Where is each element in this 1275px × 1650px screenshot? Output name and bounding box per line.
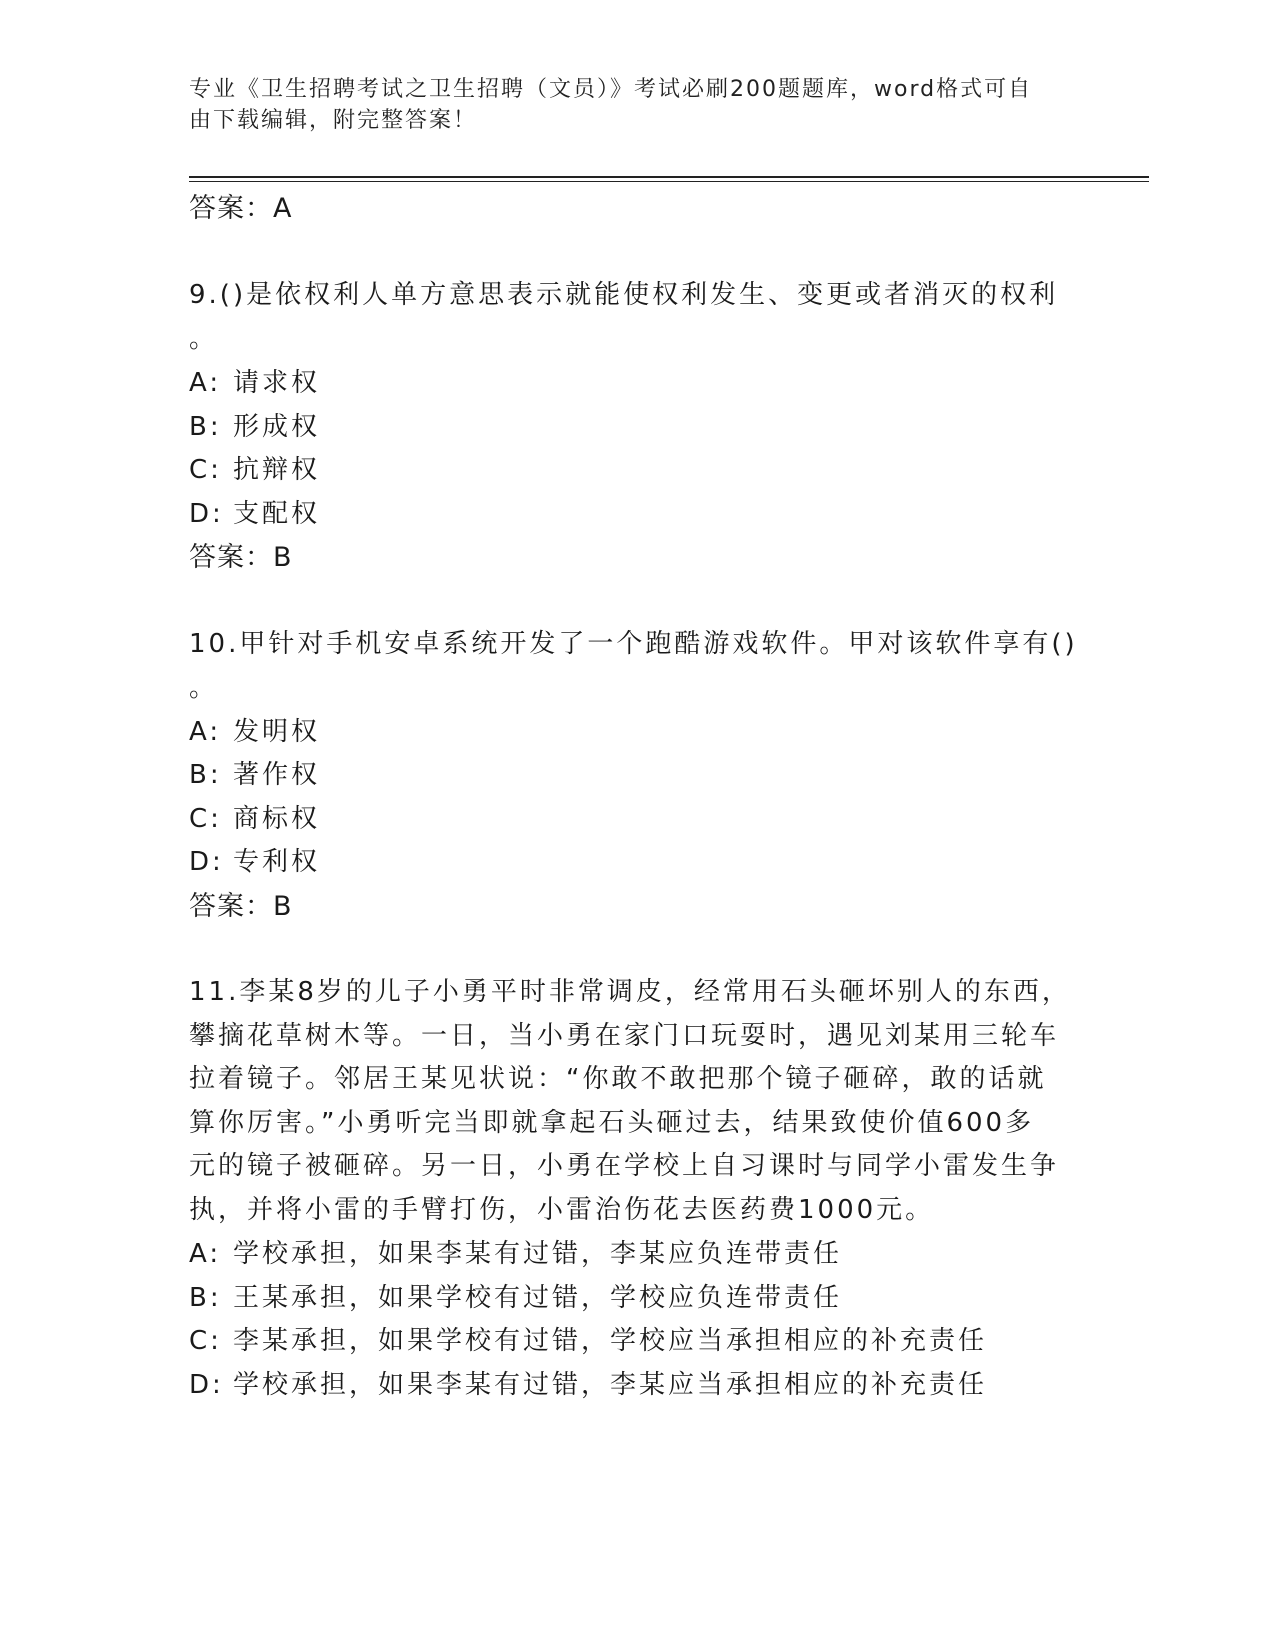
option-c <box>189 449 320 486</box>
option-text: 支配权 <box>233 499 321 529</box>
option-key: C: <box>189 804 222 834</box>
option-key: B: <box>189 1283 222 1313</box>
question-stem-line: 10.甲针对手机安卓系统开发了一个跑酷游戏软件。甲对该软件享有() <box>189 629 1078 659</box>
option-text: 著作权 <box>233 760 321 790</box>
option-text: 形成权 <box>233 412 321 442</box>
option-d <box>189 1364 987 1401</box>
question-stem-line: 。 <box>189 324 219 354</box>
option-c <box>189 798 320 835</box>
header-divider-thin <box>189 181 1149 182</box>
option-key: A: <box>189 1239 222 1269</box>
option-text: 抗辩权 <box>233 455 321 485</box>
option-text: 专利权 <box>233 847 321 877</box>
option-c <box>189 1320 987 1357</box>
header-line-2: 由下载编辑，附完整答案！ <box>189 108 478 133</box>
question-stem-line: 9.()是依权利人单方意思表示就能使权利发生、变更或者消灭的权利 <box>189 280 1059 310</box>
option-key: B: <box>189 412 222 442</box>
option-a <box>189 711 320 748</box>
question-stem-line: 执，并将小雷的手臂打伤，小雷治伤花去医药费1000元。 <box>189 1195 935 1225</box>
option-text: 学校承担，如果李某有过错，李某应当承担相应的补充责任 <box>233 1370 988 1400</box>
answer-line: 答案：B <box>189 542 293 573</box>
option-key: A: <box>189 368 222 398</box>
option-text: 学校承担，如果李某有过错，李某应负连带责任 <box>233 1239 843 1269</box>
option-key: D: <box>189 1370 224 1400</box>
question-stem-line: 拉着镜子。邻居王某见状说：“你敢不敢把那个镜子砸碎，敢的话就 <box>189 1064 1047 1094</box>
option-a <box>189 1233 842 1270</box>
option-text: 请求权 <box>233 368 321 398</box>
option-key: A: <box>189 717 222 747</box>
option-key: C: <box>189 455 222 485</box>
option-text: 商标权 <box>233 804 321 834</box>
option-key: D: <box>189 499 224 529</box>
option-key: D: <box>189 847 224 877</box>
question-stem-line: 。 <box>189 673 219 703</box>
previous-answer: 答案：A <box>189 193 293 224</box>
header-line-1: 专业《卫生招聘考试之卫生招聘（文员）》考试必刷200题题库，word格式可自 <box>189 77 1033 102</box>
option-d <box>189 841 320 878</box>
option-text: 李某承担，如果学校有过错，学校应当承担相应的补充责任 <box>233 1326 988 1356</box>
question-stem-line: 元的镜子被砸碎。另一日，小勇在学校上自习课时与同学小雷发生争 <box>189 1151 1060 1181</box>
option-key: B: <box>189 760 222 790</box>
header-divider-thick <box>189 176 1149 178</box>
question-stem-line: 11.李某8岁的儿子小勇平时非常调皮，经常用石头砸坏别人的东西， <box>189 977 1071 1007</box>
option-a <box>189 362 320 399</box>
option-b <box>189 406 320 443</box>
answer-line: 答案：B <box>189 891 293 922</box>
document-header <box>189 74 1079 136</box>
option-d <box>189 493 320 530</box>
question-stem-line: 攀摘花草树木等。一日，当小勇在家门口玩耍时，遇见刘某用三轮车 <box>189 1021 1060 1051</box>
option-text: 发明权 <box>233 717 321 747</box>
option-text: 王某承担，如果学校有过错，学校应负连带责任 <box>233 1283 843 1313</box>
option-b <box>189 754 320 791</box>
option-key: C: <box>189 1326 222 1356</box>
option-b <box>189 1277 842 1314</box>
question-stem-line: 算你厉害。”小勇听完当即就拿起石头砸过去，结果致使价值600多 <box>189 1108 1035 1138</box>
